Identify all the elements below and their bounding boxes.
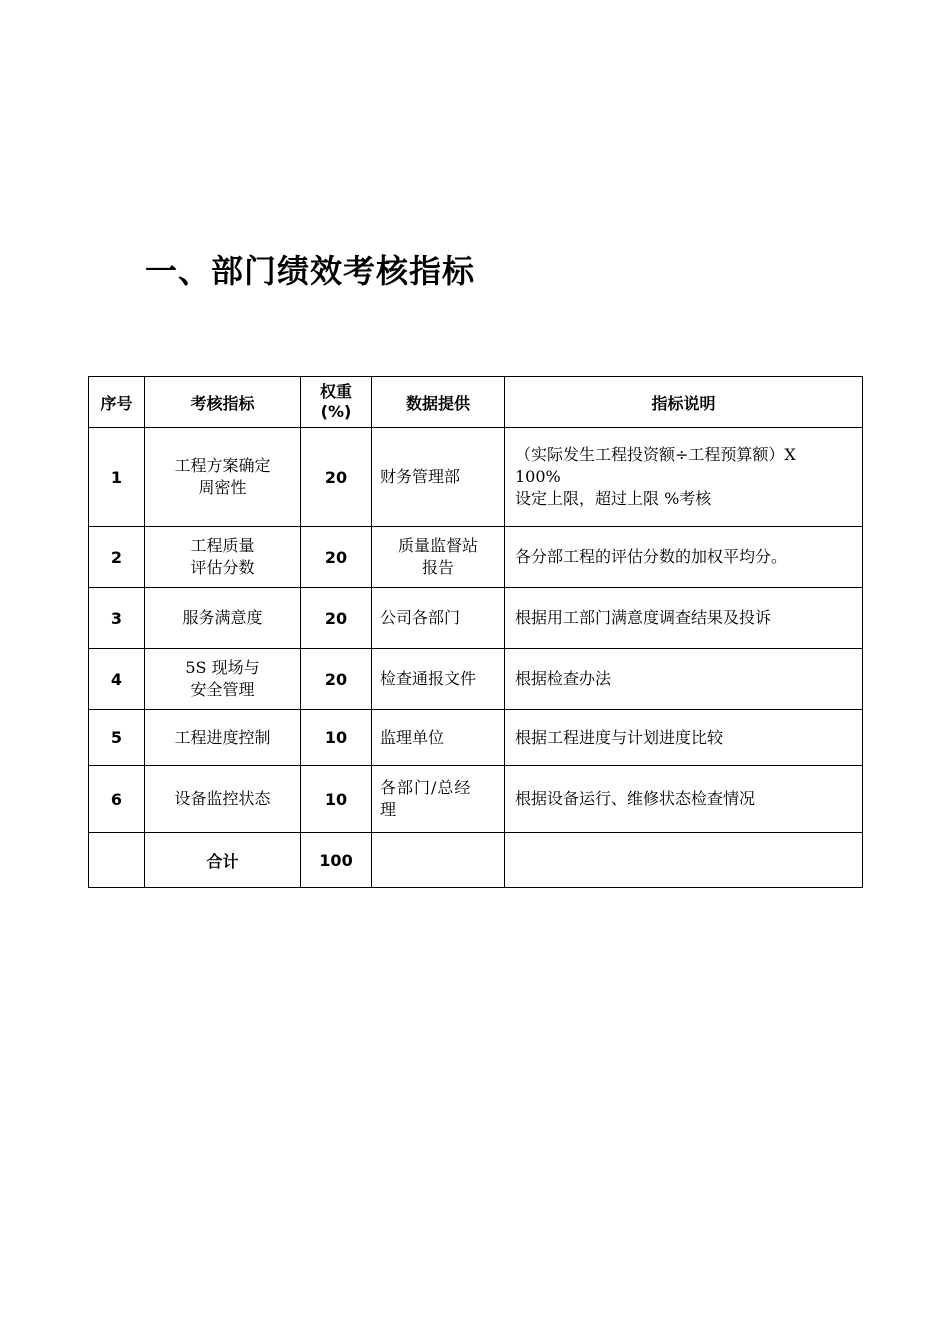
weight-value: 20 [301, 527, 372, 588]
data-source: 监理单位 [372, 710, 505, 766]
page-title: 一、部门绩效考核指标 [145, 252, 476, 290]
row-number: 1 [89, 428, 145, 527]
indicator-name: 服务满意度 [145, 588, 301, 649]
data-source [372, 527, 505, 588]
data-source [372, 766, 505, 833]
indicator-description [505, 428, 863, 527]
indicator-line: 5S 现场与 [185, 658, 260, 677]
header-weight-line2: (%) [320, 402, 352, 421]
row-number: 2 [89, 527, 145, 588]
table-row [89, 428, 863, 527]
indicator-description: 根据检查办法 [505, 649, 863, 710]
indicator-description: 根据用工部门满意度调查结果及投诉 [505, 588, 863, 649]
header-description: 指标说明 [505, 377, 863, 428]
weight-value: 10 [301, 766, 372, 833]
source-line: 理 [380, 800, 398, 819]
indicator-name [145, 527, 301, 588]
total-empty-cell [89, 833, 145, 888]
row-number: 5 [89, 710, 145, 766]
row-number: 6 [89, 766, 145, 833]
source-line: 各部门/总经 [380, 778, 472, 797]
data-source: 公司各部门 [372, 588, 505, 649]
data-source: 财务管理部 [372, 428, 505, 527]
weight-value: 20 [301, 428, 372, 527]
row-number: 3 [89, 588, 145, 649]
header-indicator: 考核指标 [145, 377, 301, 428]
header-no: 序号 [89, 377, 145, 428]
indicator-line: 评估分数 [190, 558, 255, 577]
weight-value: 20 [301, 649, 372, 710]
total-label: 合计 [145, 833, 301, 888]
source-line: 质量监督站 [397, 536, 478, 555]
table-row [89, 527, 863, 588]
description-line: 设定上限，超过上限 %考核 [515, 489, 712, 508]
indicator-name [145, 649, 301, 710]
total-weight: 100 [301, 833, 372, 888]
indicator-line: 工程方案确定 [174, 456, 271, 475]
indicator-description: 根据设备运行、维修状态检查情况 [505, 766, 863, 833]
data-source: 检查通报文件 [372, 649, 505, 710]
description-line: 100% [515, 467, 561, 486]
table-row [89, 766, 863, 833]
indicator-line: 工程质量 [190, 536, 255, 555]
indicator-name: 工程进度控制 [145, 710, 301, 766]
header-weight [301, 377, 372, 428]
indicator-line: 周密性 [198, 478, 247, 497]
table-row [89, 649, 863, 710]
total-row [89, 833, 863, 888]
source-line: 报告 [421, 558, 454, 577]
indicator-name: 设备监控状态 [145, 766, 301, 833]
header-source: 数据提供 [372, 377, 505, 428]
total-empty-cell [372, 833, 505, 888]
header-weight-line1: 权重 [319, 382, 352, 401]
indicator-name [145, 428, 301, 527]
kpi-table [88, 376, 863, 888]
indicator-description: 根据工程进度与计划进度比较 [505, 710, 863, 766]
indicator-description: 各分部工程的评估分数的加权平均分。 [505, 527, 863, 588]
indicator-line: 安全管理 [190, 680, 255, 699]
total-empty-cell [505, 833, 863, 888]
table-row [89, 588, 863, 649]
table-row [89, 710, 863, 766]
header-row [89, 377, 863, 428]
weight-value: 10 [301, 710, 372, 766]
row-number: 4 [89, 649, 145, 710]
weight-value: 20 [301, 588, 372, 649]
description-line: （实际发生工程投资额÷工程预算额）X [515, 445, 796, 464]
